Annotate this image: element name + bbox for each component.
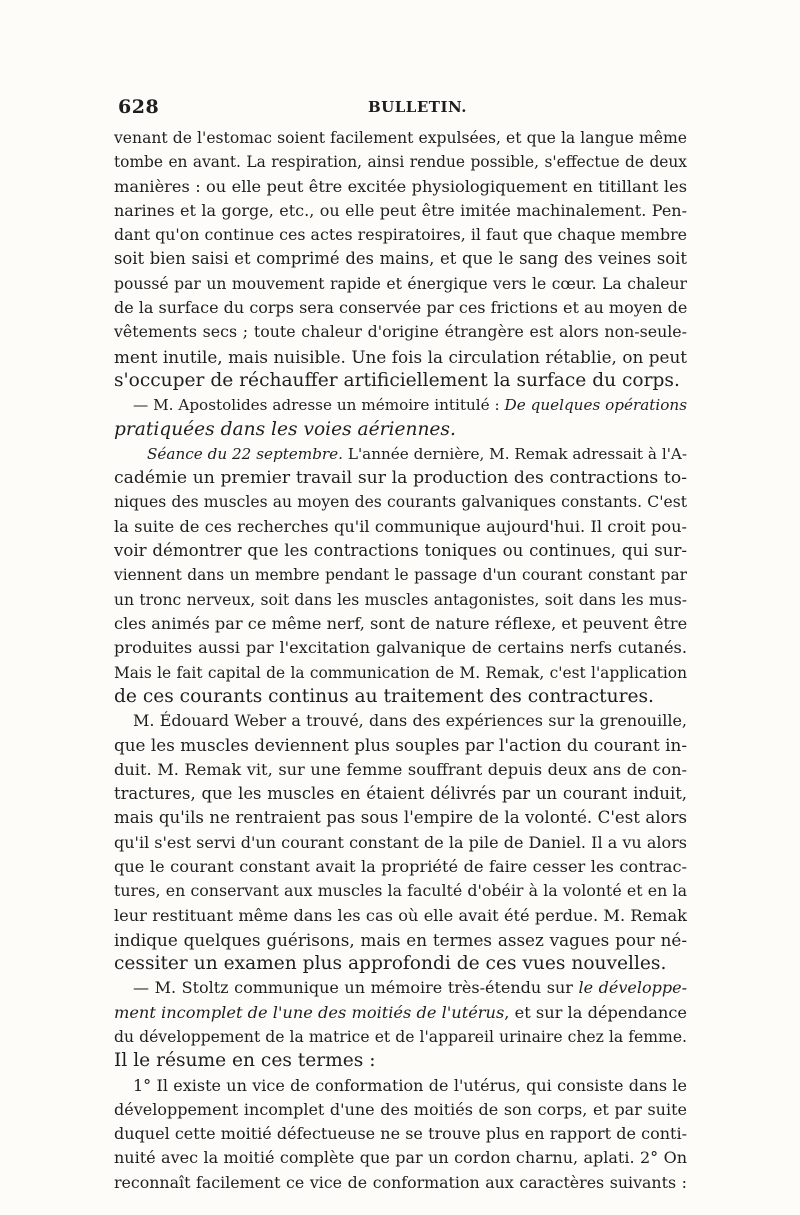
- text-line: niques des muscles au moyen des courants galvaniques constants. C'est: [114, 493, 687, 512]
- text-line: indique quelques guérisons, mais en termes assez vagues pour né-: [114, 929, 687, 950]
- text-line: narines et la gorge, etc., ou elle peut être imitée machinalement. Pen-: [114, 200, 687, 220]
- stoltz-subject: , et sur la dépendance: [504, 1002, 687, 1022]
- text-line: cles animés par ce même nerf, sont de nature réflexe, et peuvent être: [114, 613, 688, 633]
- text-line: duit. M. Remak vit, sur une femme souffrant depuis deux ans de con-: [114, 759, 687, 779]
- text-line: s'occuper de réchauffer artificiellement la surface du corps.: [114, 369, 680, 391]
- text-line: dant qu'on continue ces actes respiratoires, il faut que chaque membre: [114, 225, 687, 245]
- text-line: manières : ou elle peut être excitée physiologiquement en titillant les: [114, 176, 687, 196]
- text-line: ment inutile, mais nuisible. Une fois la circulation rétablie, on peut: [114, 346, 687, 367]
- text-line: M. Édouard Weber a trouvé, dans des expériences sur la grenouille,: [133, 711, 687, 731]
- session-intro: L'année dernière, M. Remak adressait à l'A-: [343, 444, 687, 463]
- stoltz-title: le développe-: [578, 978, 688, 998]
- body-text: [114, 126, 687, 1195]
- text-line: que le courant constant avait la propriété de faire cesser les contrac-: [114, 856, 687, 876]
- page-number: 628: [118, 96, 160, 118]
- text-line: nuité avec la moitié complète que par un cordon charnu, aplati. 2° On: [114, 1148, 687, 1168]
- text-line: [114, 393, 687, 417]
- text-line: un tronc nerveux, soit dans les muscles antagonistes, soit dans les mus-: [114, 590, 687, 609]
- text-line: [114, 976, 687, 1000]
- text-line: Mais le fait capital de la communication de M. Remak, c'est l'application: [114, 663, 687, 682]
- memoir-title-continued: pratiquées dans les voies aériennes.: [114, 418, 456, 440]
- text-line: produites aussi par l'excitation galvanique de certains nerfs cutanés.: [114, 638, 687, 658]
- text-line: venant de l'estomac soient facilement expulsées, et que la langue même: [114, 129, 687, 147]
- page-header: [118, 96, 688, 126]
- stoltz-intro: — M. Stoltz communique un mémoire très-étendu sur: [133, 978, 579, 998]
- text-line: du développement de la matrice et de l'appareil urinaire chez la femme.: [114, 1027, 687, 1046]
- stoltz-title-continued: ment incomplet de l'une des moitiés de l'utérus: [114, 1002, 505, 1022]
- text-line: tures, en conservant aux muscles la faculté d'obéir à la volonté et en la: [114, 881, 687, 901]
- text-line: soit bien saisi et comprimé des mains, et que le sang des veines soit: [114, 249, 687, 269]
- text-line: [114, 442, 687, 466]
- text-line: viennent dans un membre pendant le passage d'un courant constant par: [114, 566, 687, 585]
- text-line: [114, 1001, 687, 1025]
- text-line: tractures, que les muscles en étaient délivrés par un courant induit,: [114, 784, 687, 804]
- text-line: poussé par un mouvement rapide et énergique vers le cœur. La chaleur: [114, 274, 687, 293]
- text-line: mais qu'ils ne rentraient pas sous l'empire de la volonté. C'est alors: [114, 808, 687, 828]
- text-line: de ces courants continus au traitement des contractures.: [114, 685, 654, 707]
- text-line: voir démontrer que les contractions toniques ou continues, qui sur-: [114, 541, 687, 561]
- text-line: 1° Il existe un vice de conformation de l'utérus, qui consiste dans le: [133, 1075, 687, 1095]
- running-title: BULLETIN.: [368, 98, 467, 116]
- text-line: de la surface du corps sera conservée par ces frictions et au moyen de: [114, 298, 688, 318]
- text-line: cadémie un premier travail sur la production des contractions to-: [114, 468, 687, 489]
- text-line: tombe en avant. La respiration, ainsi rendue possible, s'effectue de deux: [114, 153, 687, 172]
- text-line: leur restituant même dans les cas où elle avait été perdue. M. Remak: [114, 905, 687, 925]
- text-line: développement incomplet d'une des moitiés de son corps, et par suite: [114, 1099, 687, 1119]
- text-line: cessiter un examen plus approfondi de ces vues nouvelles.: [114, 953, 667, 975]
- text-line: reconnaît facilement ce vice de conformation aux caractères suivants :: [114, 1172, 687, 1192]
- apostolides-intro: — M. Apostolides adresse un mémoire intitulé :: [133, 396, 505, 415]
- text-line: que les muscles deviennent plus souples par l'action du courant in-: [114, 735, 687, 756]
- text-line: qu'il s'est servi d'un courant constant de la pile de Daniel. Il a vu alors: [114, 832, 687, 852]
- text-line: la suite de ces recherches qu'il communique aujourd'hui. Il croit pou-: [114, 516, 687, 536]
- text-line: vêtements secs ; toute chaleur d'origine étrangère est alors non-seule-: [114, 322, 687, 342]
- text-line: duquel cette moitié défectueuse ne se trouve plus en rapport de conti-: [114, 1124, 687, 1144]
- text-line: Il le résume en ces termes :: [114, 1050, 376, 1072]
- memoir-title: De quelques opérations: [504, 396, 687, 415]
- session-date: Séance du 22 septembre.: [147, 444, 343, 463]
